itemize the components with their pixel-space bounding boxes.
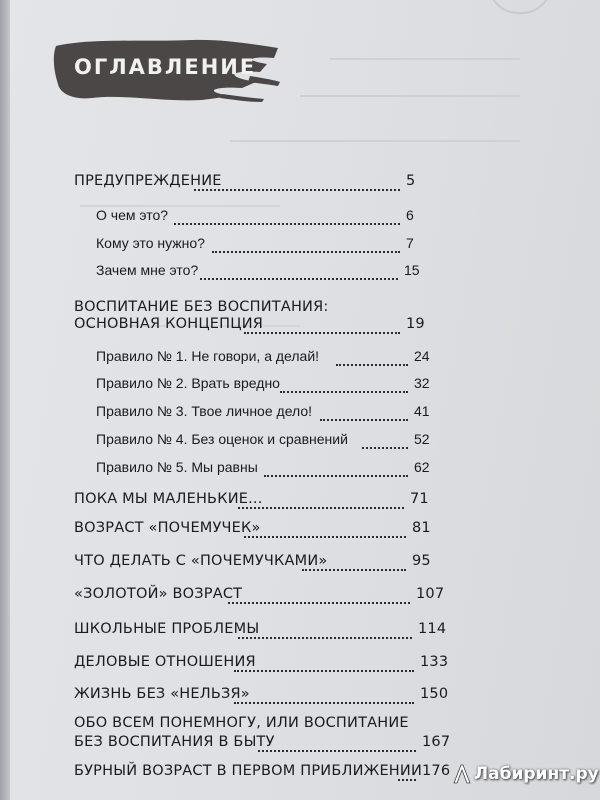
toc-entry-title-line2: ОСНОВНАЯ КОНЦЕПЦИЯ xyxy=(74,316,264,332)
toc-entry-page-number: 62 xyxy=(414,459,430,475)
dot-leader xyxy=(234,668,414,672)
dot-leader xyxy=(264,473,408,477)
toc-entry xyxy=(74,491,468,513)
toc-heading: ОГЛАВЛЕНИЕ xyxy=(74,55,257,79)
toc-entry xyxy=(96,375,472,397)
toc-entry-title: Правило № 4. Без оценок и сравнений xyxy=(96,431,348,447)
toc-entry-title: Правило № 5. Мы равны xyxy=(96,459,258,475)
toc-entry xyxy=(74,553,470,575)
toc-entry xyxy=(96,403,472,425)
toc-entry-page-number: 114 xyxy=(418,621,447,637)
toc-entry-page-number: 41 xyxy=(414,403,430,419)
dot-leader xyxy=(258,748,416,752)
dot-leader xyxy=(398,777,416,781)
toc-entry-page-number: 32 xyxy=(414,375,430,391)
toc-entry-title: «ЗОЛОТОЙ» ВОЗРАСТ xyxy=(74,586,243,602)
toc-entry-title: ВОЗРАСТ «ПОЧЕМУЧЕК» xyxy=(74,520,261,536)
toc-entry xyxy=(74,173,464,195)
dot-leader xyxy=(194,187,400,191)
toc-entry-page-number: 5 xyxy=(406,173,416,189)
dot-leader xyxy=(244,330,400,334)
dot-leader xyxy=(238,635,412,639)
toc-entry xyxy=(74,654,478,676)
toc-entry xyxy=(74,715,480,756)
toc-entry-page-number: 95 xyxy=(412,553,431,569)
toc-entry xyxy=(96,207,464,229)
dot-leader xyxy=(212,249,400,253)
toc-entry-title: ЧТО ДЕЛАТЬ С «ПОЧЕМУЧКАМИ» xyxy=(74,553,328,569)
toc-entry-title: ЖИЗНЬ БЕЗ «НЕЛЬЗЯ» xyxy=(74,686,250,702)
dot-leader xyxy=(244,534,406,538)
toc-entry-title: ПОКА МЫ МАЛЕНЬКИЕ... xyxy=(74,491,263,507)
toc-entry-title: ПРЕДУПРЕЖДЕНИЕ xyxy=(74,173,222,189)
dot-leader xyxy=(228,600,410,604)
toc-entry-title: Зачем мне это? xyxy=(96,262,199,278)
toc-entry-title: Правило № 3. Твое личное дело! xyxy=(96,403,313,419)
dot-leader xyxy=(320,417,408,421)
toc-entry xyxy=(74,520,470,542)
toc-entry-title: БУРНЫЙ ВОЗРАСТ В ПЕРВОМ ПРИБЛИЖЕНИИ xyxy=(74,763,423,779)
toc-entry-page-number: 7 xyxy=(406,235,414,251)
toc-entry xyxy=(74,299,464,338)
toc-entry-page-number: 24 xyxy=(414,348,430,364)
toc-entry-page-number: 6 xyxy=(406,207,414,223)
dot-leader xyxy=(280,389,408,393)
toc-entry-title: Правило № 1. Не говори, а делай! xyxy=(96,348,320,364)
toc-entry-page-number: 107 xyxy=(416,586,445,602)
toc-entry-page-number: 167 xyxy=(422,734,451,750)
toc-entry-page-number: 81 xyxy=(412,520,431,536)
dot-leader xyxy=(302,567,406,571)
toc-entry xyxy=(74,763,480,785)
corner-decoration xyxy=(488,0,552,14)
toc-entry xyxy=(74,586,474,608)
dot-leader xyxy=(174,221,400,225)
toc-entry-title: ОБО ВСЕМ ПОНЕМНОГУ, ИЛИ ВОСПИТАНИЕ xyxy=(74,715,409,731)
toc-entry-page-number: 19 xyxy=(406,316,425,332)
toc-entry xyxy=(74,621,476,643)
toc-entry-title: О чем это? xyxy=(96,207,169,223)
toc-entry-page-number: 176 xyxy=(422,763,451,779)
labirint-logo-icon xyxy=(452,763,472,785)
toc-entry-title-line2: БЕЗ ВОСПИТАНИЯ В БЫТУ xyxy=(74,734,275,750)
toc-entry xyxy=(96,262,462,284)
toc-entry-page-number: 71 xyxy=(410,491,429,507)
dot-leader xyxy=(238,505,404,509)
toc-entry xyxy=(74,686,478,708)
toc-entry-page-number: 15 xyxy=(404,262,420,278)
toc-entry xyxy=(96,235,464,257)
toc-entry-page-number: 133 xyxy=(420,654,449,670)
toc-entry-title: Правило № 2. Врать вредно xyxy=(96,375,280,391)
toc-entry xyxy=(96,348,472,370)
dot-leader xyxy=(362,445,408,449)
toc-entry-title: Кому это нужно? xyxy=(96,235,205,251)
watermark-text: Лабиринт.ру xyxy=(474,764,599,784)
dot-leader xyxy=(200,276,398,280)
toc-entry-page-number: 52 xyxy=(414,431,430,447)
toc-entry xyxy=(96,431,472,453)
toc-entry-title: ШКОЛЬНЫЕ ПРОБЛЕМЫ xyxy=(74,621,260,637)
toc-entry-page-number: 150 xyxy=(420,686,449,702)
page-spine-shadow xyxy=(0,0,10,800)
dot-leader xyxy=(234,700,414,704)
dot-leader xyxy=(336,362,408,366)
toc-entry-title: ВОСПИТАНИЕ БЕЗ ВОСПИТАНИЯ: xyxy=(74,299,329,315)
toc-entry xyxy=(96,459,472,481)
toc-entry-title: ДЕЛОВЫЕ ОТНОШЕНИЯ xyxy=(74,654,256,670)
